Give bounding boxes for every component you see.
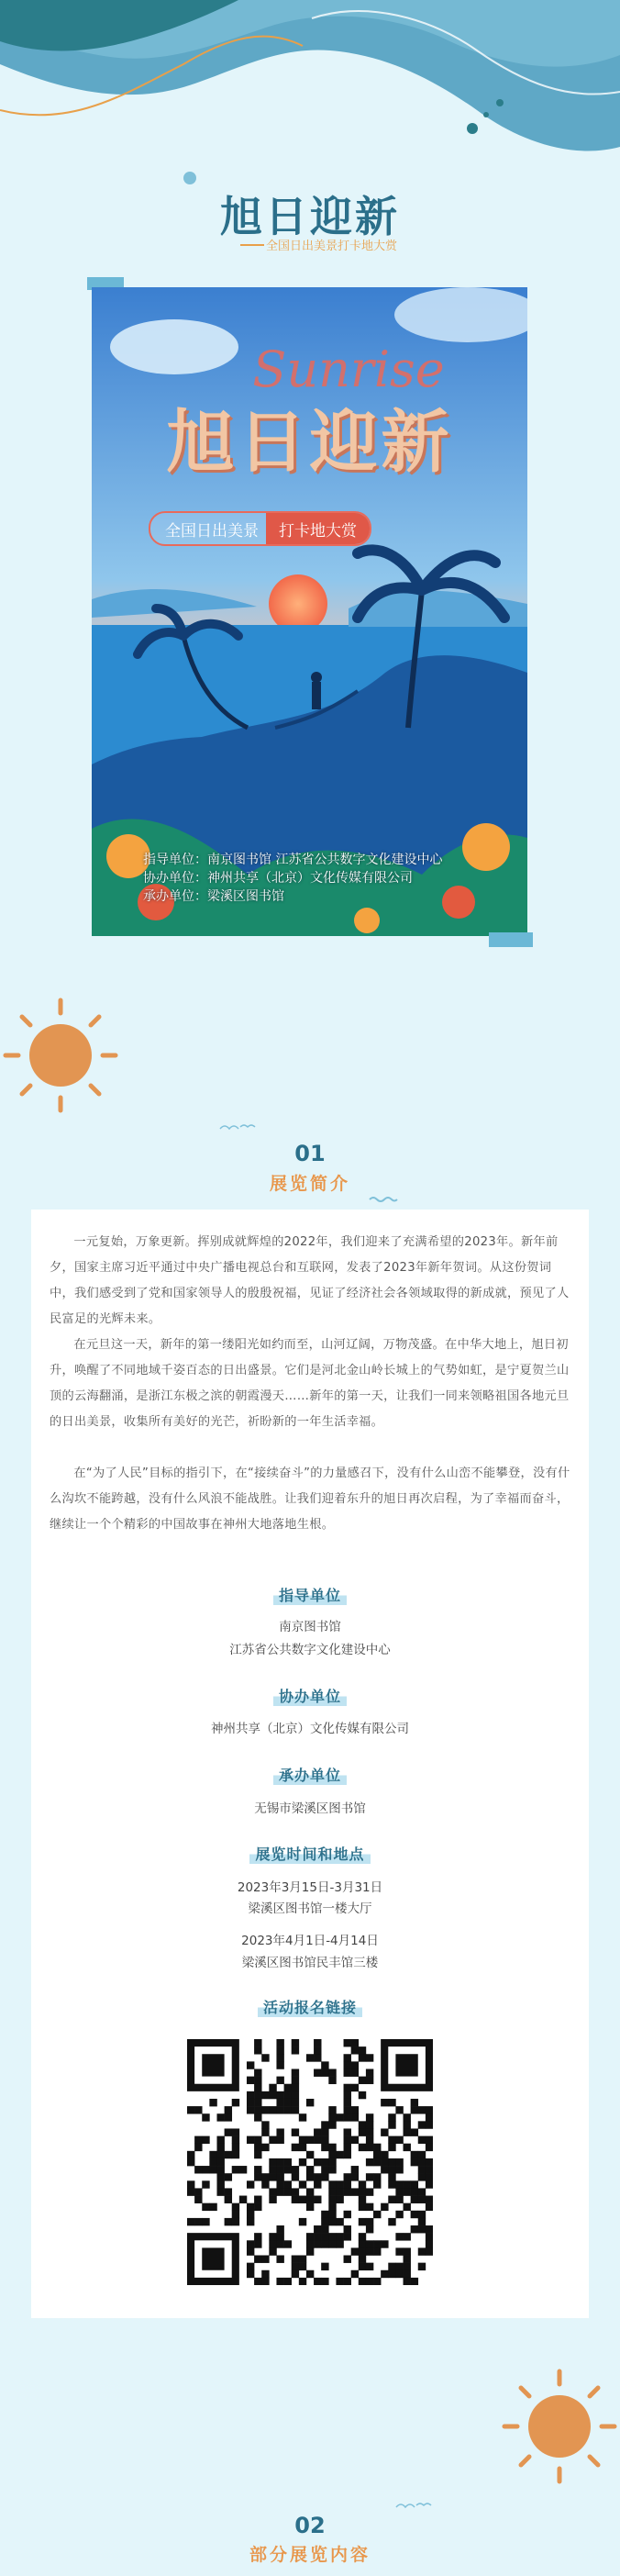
poster-credit-line: 协办单位：神州共享（北京）文化传媒有限公司 [143,871,413,886]
co-label [0,1685,620,1706]
time-value: 2023年4月1日-4月14日 [241,1934,379,1948]
location-value: 梁溪区图书馆民丰馆三楼 [241,1956,379,1970]
guide-label [0,1584,620,1605]
poster-subtitle-pill [149,511,371,546]
subtitle-line [240,244,264,246]
poster-credits [143,851,442,906]
bird-icon [394,2500,440,2511]
guide-value: 江苏省公共数字文化建设中心 [229,1643,391,1657]
time-label-text: 展览时间和地点 [249,1843,370,1864]
wave-icon [369,1195,398,1204]
sun-icon [0,991,128,1120]
host-label [0,1764,620,1785]
page-subtitle: 全国日出美景打卡地大赏 [266,240,398,253]
event-poster [92,287,527,936]
poster-pill-right: 打卡地大赏 [266,513,370,544]
intro-paragraph: 在元旦这一天，新年的第一缕阳光如约而至，山河辽阔，万物茂盛。在中华大地上，旭日初升，唤醒了不同地域千姿百态的日出盛景。它们是河北金山岭长城上的气势如虹，是宁夏贺兰山顶的云海翻涌，是浙江东极之滨的朝霞漫天……新年的第一天，让我们一同来领略祖国各地元旦的日出美景，收集所有美好的光芒，祈盼新的一年生活幸福。 [50,1338,570,1429]
host-label-text: 承办单位 [273,1764,347,1785]
bird-icon [218,1121,264,1132]
co-value: 神州共享（北京）文化传媒有限公司 [211,1722,409,1736]
section-title: 部分展览内容 [249,2545,371,2565]
intro-paragraph: 一元复始，万象更新。挥别成就辉煌的2022年，我们迎来了充满希望的2023年。新年前夕，国家主席习近平通过中央广播电视总台和互联网，发表了2023年新年贺词。从这份贺词中，我们感受到了党和国家领导人的殷殷祝福，见证了经济社会各领域取得的新成就，预见了人民富足的光辉未来。 [50,1235,570,1326]
poster-credit-line: 指导单位：南京图书馆 江苏省公共数字文化建设中心 [143,853,443,867]
section-number: 02 [294,2513,326,2538]
co-label-text: 协办单位 [273,1685,347,1706]
signup-qr-code[interactable] [187,2039,433,2285]
poster-pill-left: 全国日出美景 [165,521,259,541]
poster-corner-block [489,932,533,947]
poster-sunrise-word: Sunrise [252,340,445,398]
guide-label-text: 指导单位 [273,1584,347,1605]
poster-credit-line: 承办单位：梁溪区图书馆 [143,889,284,904]
qr-code-icon[interactable] [187,2039,433,2285]
host-value: 无锡市梁溪区图书馆 [254,1801,366,1816]
time-value: 2023年3月15日-3月31日 [237,1880,383,1895]
intro-paragraph: 在“为了人民”目标的指引下，在“接续奋斗”的力量感召下，没有什么山峦不能攀登，没有什么沟坎不能跨越，没有什么风浪不能战胜。让我们迎着东升的旭日再次启程，为了幸福而奋斗，继续让一个个精彩的中国故事在神州大地落地生根。 [50,1466,570,1532]
header-wave-decoration [0,0,620,165]
sun-icon [492,2362,620,2491]
signup-label-text: 活动报名链接 [258,1996,362,2017]
signup-label [0,1996,620,2017]
page-title: 旭日迎新 [220,192,400,241]
time-label [0,1843,620,1864]
location-value: 梁溪区图书馆一楼大厅 [248,1901,372,1916]
section-number: 01 [294,1141,326,1166]
guide-value: 南京图书馆 [279,1620,341,1634]
section-title: 展览简介 [269,1174,350,1194]
poster-main-title: 旭日迎新 [166,403,453,482]
dot-decoration [180,168,200,188]
